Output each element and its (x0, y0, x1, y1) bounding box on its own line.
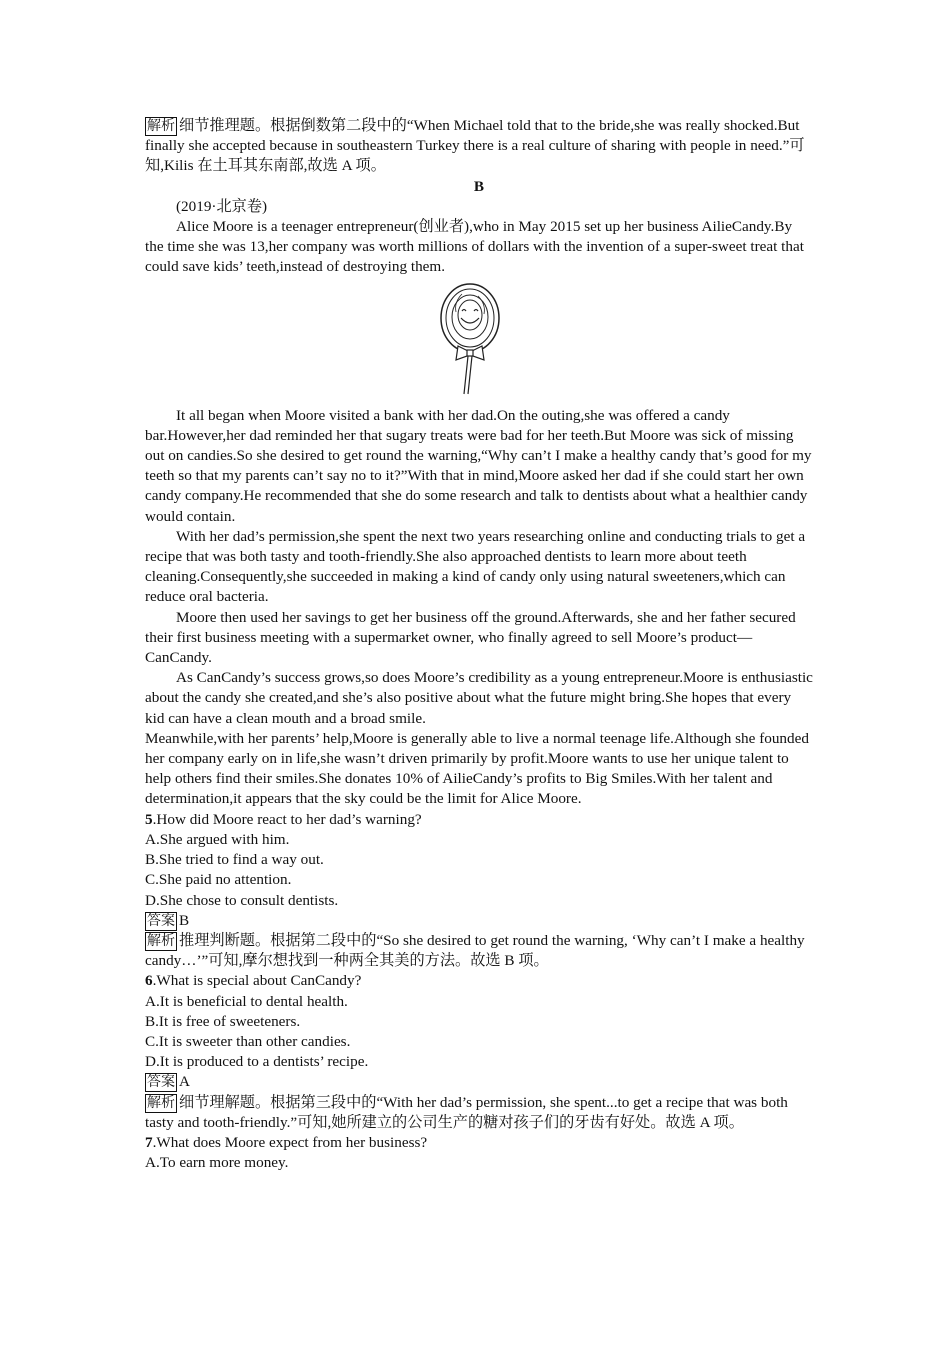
question-number: 7 (145, 1133, 153, 1151)
question-5 (145, 810, 813, 972)
question-stem (145, 971, 813, 991)
answer-value: B (179, 911, 190, 929)
answer-label: 答案 (147, 1074, 175, 1091)
explanation-text: 细节理解题。根据第三段中的“With her dad’s permission, she spent...to get a recipe that was both tasty and tooth-friendly.”可知,她所建立的公司生产的糖对孩子们的牙齿有好处。故选 A 项。 (145, 1093, 788, 1131)
option-a: A.She argued with him. (145, 830, 290, 848)
passage-paragraph-2: It all began when Moore visited a bank with her dad.On the outing,she was offered a candy bar.However,her dad reminded her that sugary treats were bad for her teeth.But Moore was sick of missing out on candies.So she desired to get round the warning,“Why can’t I make a healthy candy that’s good for my teeth so that my parents can’t say no to it?”With that in mind,Moore asked her dad if she could start her own candy company.He recommended that she do some research and talk to dentists about what a healthier candy would contain. (145, 406, 812, 525)
question-number: 5 (145, 810, 153, 828)
question-stem (145, 1133, 813, 1153)
explanation-text: 推理判断题。根据第二段中的“So she desired to get round the warning, ‘Why can’t I make a healthy candy…’”可知,摩尔想找到一种两全其美的方法。故选 B 项。 (145, 931, 805, 970)
prev-explanation (145, 116, 813, 177)
answer-value: A (179, 1073, 190, 1091)
explanation-label: 解析 (147, 118, 175, 134)
question-text: .How did Moore react to her dad’s warning? (152, 810, 422, 828)
explanation-line (145, 931, 813, 971)
option-c: C.She paid no attention. (145, 871, 292, 889)
passage-paragraph-4: Moore then used her savings to get her business off the ground.Afterwards, she and her father secured their first business meeting with a supermarket owner, who finally agreed to sell Moore’s product—CanCandy. (145, 608, 796, 667)
option-a: A.To earn more money. (145, 1154, 289, 1172)
question-text: .What is special about CanCandy? (152, 972, 362, 990)
option-b: B.It is free of sweeteners. (145, 1012, 301, 1030)
source-line: (2019·北京卷) (176, 197, 268, 215)
explanation-label: 解析 (147, 1094, 175, 1111)
question-text: .What does Moore expect from her business? (152, 1133, 428, 1151)
document-page (145, 116, 813, 1173)
explanation-line (145, 1093, 813, 1133)
answer-line (145, 911, 813, 931)
option-a: A.It is beneficial to dental health. (145, 992, 348, 1010)
explanation-label: 解析 (147, 932, 175, 949)
answer-line (145, 1072, 813, 1092)
passage-paragraph-5: As CanCandy’s success grows,so does Moore’s credibility as a young entrepreneur.Moore is enthusiastic about the candy she created,and she’s also positive about what the future might bring.She hopes that every kid can have a clean mouth and a broad smile. (145, 669, 813, 727)
passage-paragraph-1: Alice Moore is a teenager entrepreneur(创业者),who in May 2015 set up her business AilieCandy.By the time she was 13,her company was worth millions of dollars with the invention of a super-sweet treat that could save kids’ teeth,instead of destroying them. (145, 218, 804, 276)
smiling-lollipop-icon (440, 282, 510, 396)
question-7 (145, 1133, 813, 1173)
option-d: D.It is produced to a dentists’ recipe. (145, 1053, 369, 1071)
option-b: B.She tried to find a way out. (145, 851, 324, 869)
passage-paragraph-6: Meanwhile,with her parents’ help,Moore is generally able to live a normal teenage life.Although she founded her company early on in life,she wasn’t driven primarily by profit.Moore wants to use her unique talent to help others find their smiles.She donates 10% of AilieCandy’s profits to Big Smiles.With her talent and determination,it appears that the sky could be the limit for Alice Moore. (145, 729, 809, 808)
question-6 (145, 971, 813, 1133)
section-letter: B (473, 177, 485, 195)
option-c: C.It is sweeter than other candies. (145, 1032, 351, 1050)
question-stem (145, 810, 813, 830)
answer-label: 答案 (147, 912, 175, 929)
passage-paragraph-3: With her dad’s permission,she spent the next two years researching online and conducting trials to get a recipe that was both tasty and tooth-friendly.She also approached dentists to learn more about teeth cleaning.Consequently,she succeeded in making a kind of candy only using natural sweeteners,which can reduce oral bacteria. (145, 527, 806, 606)
lollipop-illustration (145, 282, 813, 400)
option-d: D.She chose to consult dentists. (145, 891, 339, 909)
explanation-text: 细节推理题。根据倒数第二段中的“When Michael told that to the bride,she was really shocked.But finally she accepted because in southeastern Turkey there is a real culture of sharing with people in need.”可知,Kilis 在土耳其东南部,故选 A 项。 (145, 117, 805, 175)
question-number: 6 (145, 972, 153, 990)
